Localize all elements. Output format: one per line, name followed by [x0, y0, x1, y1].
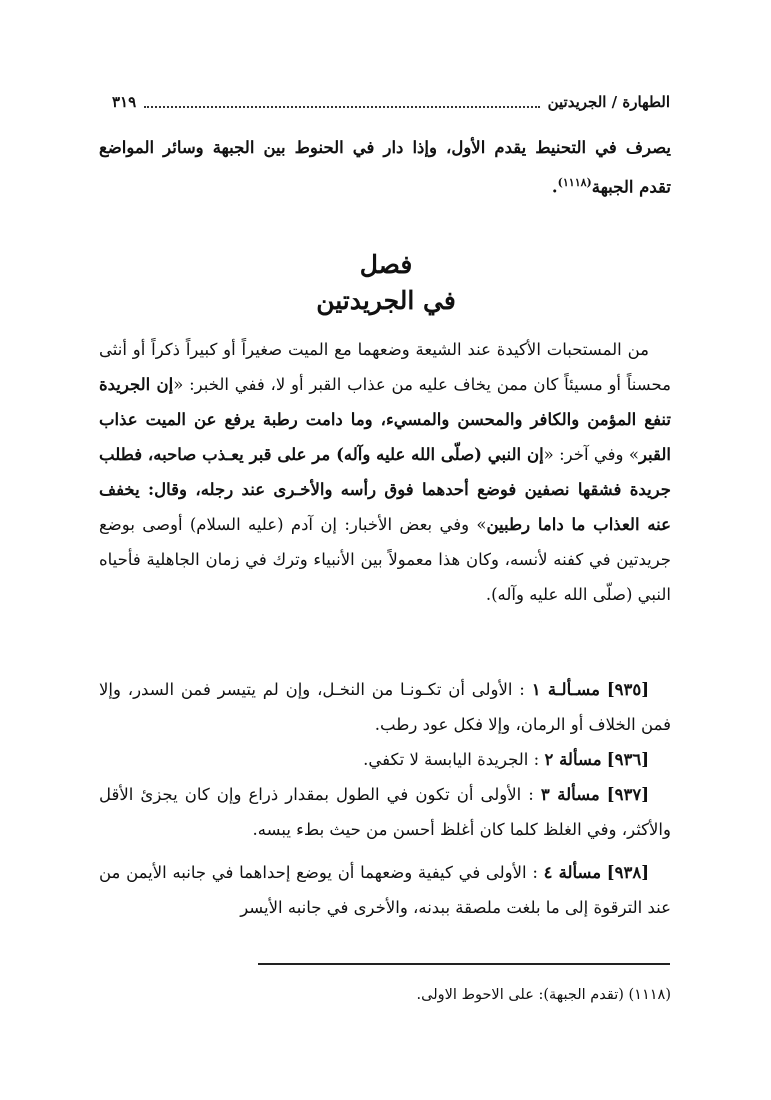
- masala-937: [99, 777, 671, 847]
- masala-938: [99, 855, 671, 925]
- masala-text: : الأولى في كيفية وضعهما أن يوضع إحداهما في جانبه الأيمن من عند الترقوة إلى ما بلغت ملصقة ببدنه، والأخرى في جانبه الأيسر: [99, 863, 671, 917]
- section-heading-1: فصل: [359, 250, 413, 279]
- body-text-c: » وفي آخر: «: [543, 445, 639, 464]
- page-number: ٣١٩: [112, 93, 137, 111]
- footnote: (١١١٨) (تقدم الجبهة): على الاحوط الاولى.: [416, 987, 671, 1003]
- masala-text: : الأولى أن تكـونـا من النخـل، وإن لم يتيسر فمن السدر، وإلا فمن الخلاف أو الرمان، وإلا فكل عود رطب.: [99, 680, 671, 734]
- running-header: [112, 88, 670, 116]
- masala-number: [٩٣٨]: [606, 863, 650, 882]
- masala-text: : الجريدة اليابسة لا تكفي.: [363, 750, 540, 769]
- body-text-e: » وفي بعض الأخبار: إن آدم (عليه السلام) أوصى بوضع جريدتين في كفنه لأنسه، وكان هذا معمولاً بين الأنبياء وترك في زمان الجاهلية فأحياه النبي (صلّى الله عليه وآله).: [99, 515, 671, 604]
- section-heading-2: في الجريدتين: [316, 286, 456, 315]
- hadith-quote-1: إن الجريدة تنفع المؤمن والكافر والمحسن والمسيء، وما دامت رطبة يرفع عن الميت عذاب القبر: [99, 375, 671, 464]
- body-text-a: من المستحبات الأكيدة عند الشيعة وضعهما مع الميت صغيراً أو كبيراً ذكراً أو أنثى محسناً أو مسيئاً كان ممن يخاف عليه من عذاب القبر أو لا، ففي الخبر: «: [99, 340, 671, 394]
- masala-number: [٩٣٧]: [606, 785, 650, 804]
- header-title: الطهارة / الجريدتين: [547, 93, 670, 111]
- hadith-quote-2: إن النبي (صلّى الله عليه وآله) مر على قبر يعـذب صاحبه، فطلب جريدة فشقها نصفين فوضع أحدهما فوق رأسه والأخـرى عند رجله، وقال: يخفف عنه العذاب ما داما رطبين: [99, 445, 672, 534]
- footnote-separator: [258, 963, 670, 965]
- intro-line-2-text: تقدم الجبهة: [591, 177, 671, 197]
- intro-paragraph: [99, 130, 671, 205]
- header-dot-leader: [144, 96, 539, 108]
- masala-label: مسألة ٣: [540, 785, 600, 804]
- intro-line-2-end: .: [551, 177, 558, 197]
- body-paragraph: [99, 332, 671, 612]
- masala-number: [٩٣٦]: [606, 750, 649, 769]
- masala-text: : الأولى أن تكون في الطول بمقدار ذراع وإن كان يجزئ الأقل والأكثر، وفي الغلظ كلما كان أغلظ أحسن من حيث بطء يبسه.: [99, 785, 671, 839]
- masala-label: مسـألـة ١: [531, 680, 600, 699]
- masala-936: [99, 742, 671, 777]
- intro-line-1: يصرف في التحنيط يقدم الأول، وإذا دار في الحنوط بين الجبهة وسائر المواضع: [99, 138, 671, 157]
- intro-line-2: [99, 165, 671, 205]
- masala-label: مسألة ٤: [543, 863, 602, 882]
- footnote-ref: (١١١٨): [557, 176, 592, 189]
- masala-label: مسألة ٢: [544, 750, 602, 769]
- masala-935: [99, 672, 671, 742]
- masala-number: [٩٣٥]: [606, 680, 650, 699]
